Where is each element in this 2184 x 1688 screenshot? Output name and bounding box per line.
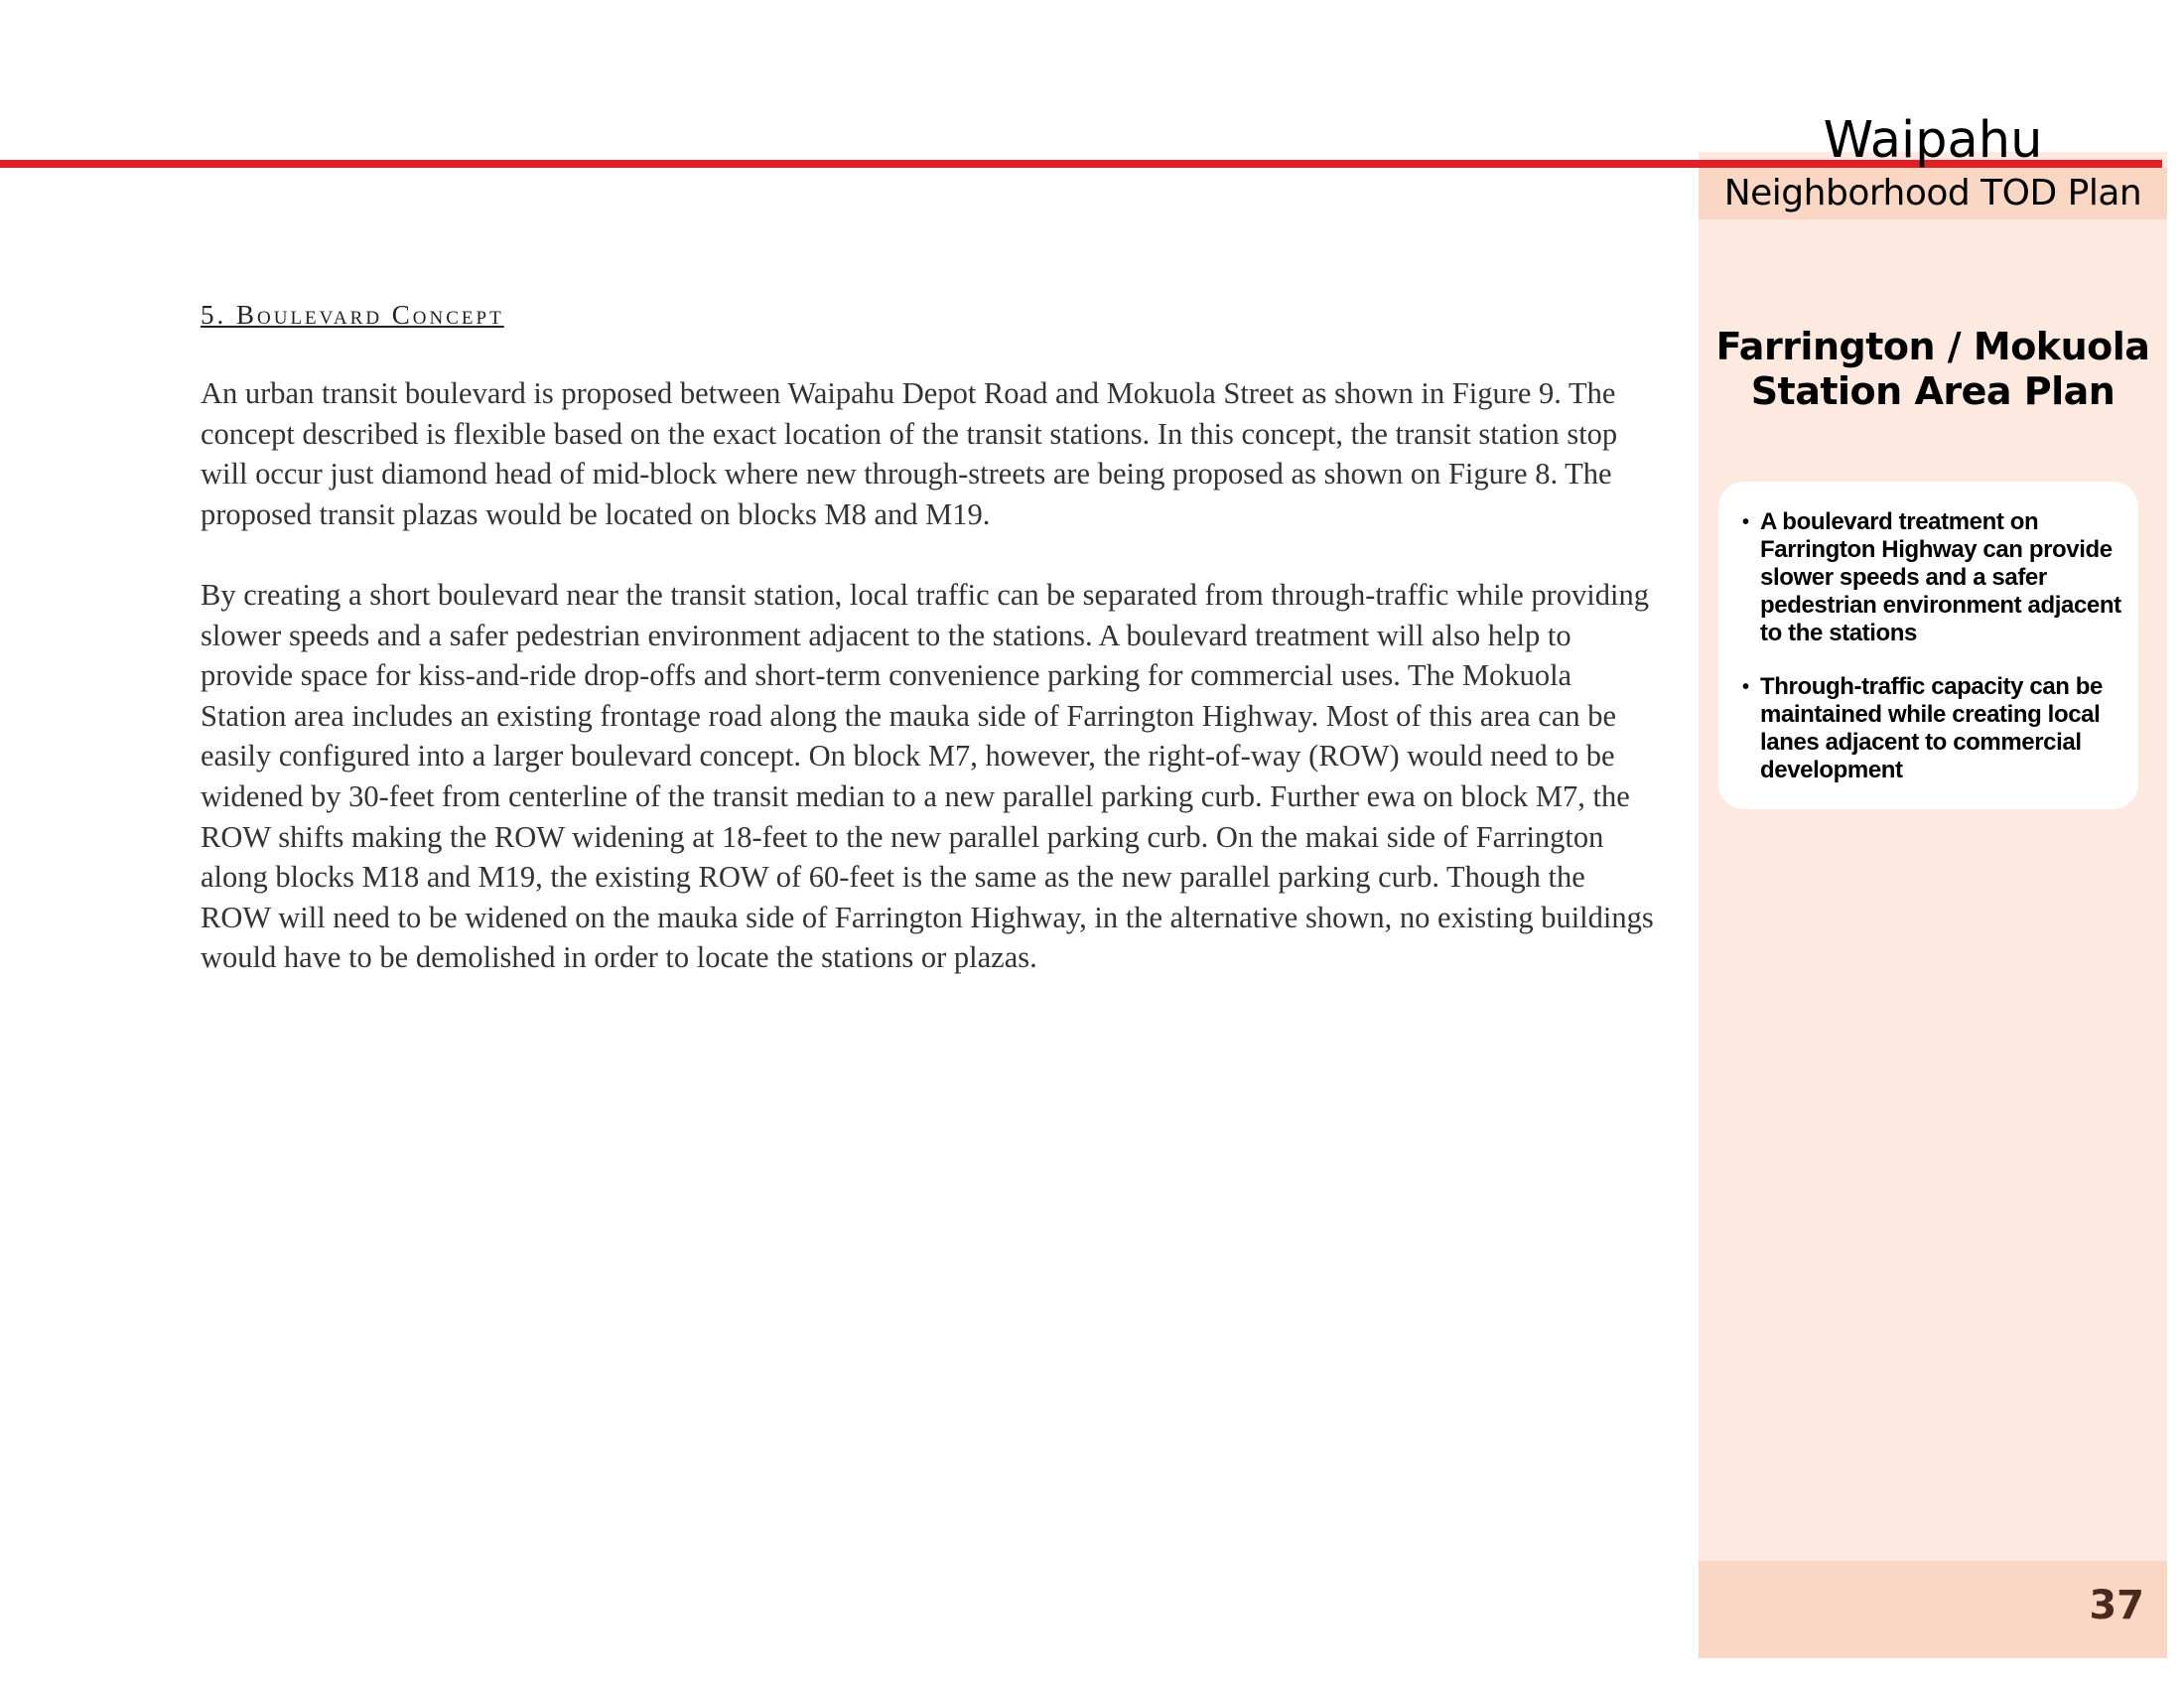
key-point-text: Through-traffic capacity can be maintained while creating local lanes adjacent to commercial development xyxy=(1760,673,2103,783)
bullet-icon: • xyxy=(1742,511,1749,533)
key-point-item xyxy=(1742,673,2122,784)
document-subtitle: Neighborhood TOD Plan xyxy=(1723,173,2142,213)
body-paragraph: By creating a short boulevard near the transit station, local traffic can be separated from through-traffic while providing slower speeds and a safer pedestrian environment adjacent to the stations. A boulevard treatment will also help to provide space for kiss-and-ride drop-offs and short-term convenience parking for commercial uses. The Mokuola Station area includes an existing frontage road along the mauka side of Farrington Highway. Most of this area can be easily configured into a larger boulevard concept. On block M7, however, the right-of-way (ROW) would need to be widened by 30-feet from centerline of the transit median to a new parallel parking curb. Further ewa on block M7, the ROW shifts making the ROW widening at 18-feet to the new parallel parking curb. On the makai side of Farrington along blocks M18 and M19, the existing ROW of 60-feet is the same as the new parallel parking curb. Though the ROW will need to be widened on the mauka side of Farrington Highway, in the alternative shown, no existing buildings would have to be demolished in order to locate the stations or plazas. xyxy=(201,577,1654,975)
document-title: Waipahu xyxy=(1823,111,2043,170)
section-heading: 5. Boulevard Concept xyxy=(201,300,504,330)
body-paragraph: An urban transit boulevard is proposed between Waipahu Depot Road and Mokuola Street as shown in Figure 9. The concept described is flexible based on the exact location of the transit stations. In this concept, the transit station stop will occur just diamond head of mid-block where new through-streets are being proposed as shown on Figure 8. The proposed transit plazas would be located on blocks M8 and M19. xyxy=(201,376,1618,531)
key-point-item xyxy=(1742,508,2122,647)
bullet-icon: • xyxy=(1742,676,1749,698)
station-area-title xyxy=(1699,325,2167,414)
key-point-text: A boulevard treatment on Farrington Highway can provide slower speeds and a safer pedestrian environment adjacent to the stations xyxy=(1760,508,2121,646)
key-points-list xyxy=(1718,482,2138,784)
page-number: 37 xyxy=(2089,1583,2144,1628)
body-text xyxy=(201,373,1662,1019)
station-title-line-2: Station Area Plan xyxy=(1750,369,2116,413)
station-title-line-1: Farrington / Mokuola xyxy=(1715,325,2150,368)
key-points-callout xyxy=(1718,482,2138,809)
